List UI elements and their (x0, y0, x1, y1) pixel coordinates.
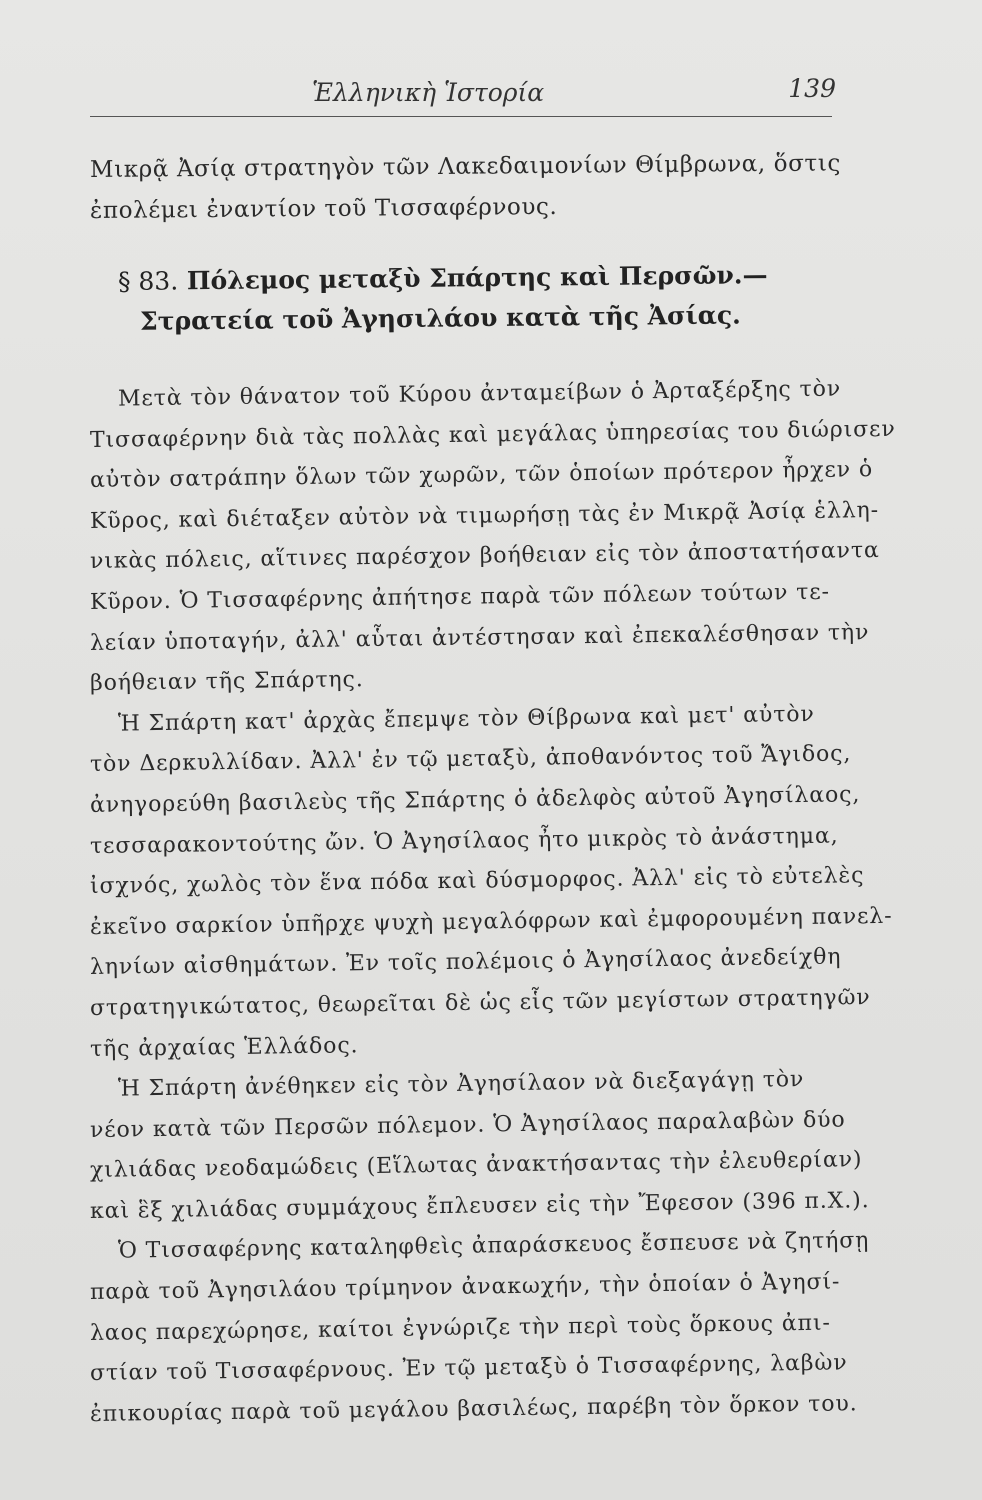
text-line: Τισσαφέρνην διὰ τὰς πολλὰς καὶ μεγάλας ὑπηρεσίας του διώρισεν (89, 416, 896, 453)
text-line: αὐτὸν σατράπην ὅλων τῶν χωρῶν, τῶν ὁποίων πρότερον ἦρχεν ὁ (89, 457, 874, 494)
text-line: τῆς ἀρχαίας Ἑλλάδος. (89, 1032, 359, 1062)
text-line: ἐκεῖνο σαρκίον ὑπῆρχε ψυχὴ μεγαλόφρων καὶ ἐμφορουμένη πανελ- (89, 903, 893, 940)
text-line: τὸν Δερκυλλίδαν. Ἀλλ' ἐν τῷ μεταξὺ, ἀποθανόντος τοῦ Ἄγιδος, (89, 741, 852, 778)
text-line: νέον κατὰ τῶν Περσῶν πόλεμον. Ὁ Ἀγησίλαος παραλαβὼν δύο (89, 1107, 846, 1143)
text-line: καὶ ἓξ χιλιάδας συμμάχους ἔπλευσεν εἰς τὴν Ἔφεσον (396 π.Χ.). (89, 1187, 870, 1224)
section-body (89, 376, 896, 1435)
text-line: ἐπολέμει ἐναντίον τοῦ Τισσαφέρνους. (89, 193, 558, 224)
text-line: ἀνηγορεύθη βασιλεὺς τῆς Σπάρτης ὁ ἀδελφὸς αὐτοῦ Ἀγησίλαος, (89, 782, 861, 818)
text-line: ἰσχνός, χωλὸς τὸν ἕνα πόδα καὶ δύσμορφος. Ἀλλ' εἰς τὸ εὐτελὲς (89, 863, 865, 900)
text-line: Κῦρος, καὶ διέταξεν αὐτὸν νὰ τιμωρήσῃ τὰς ἐν Μικρᾷ Ἀσίᾳ ἑλλη- (89, 497, 880, 534)
text-line: Μικρᾷ Ἀσίᾳ στρατηγὸν τῶν Λακεδαιμονίων Θίμβρωνα, ὅστις (89, 150, 841, 183)
text-line: Ὁ Τισσαφέρνης καταληφθεὶς ἀπαράσκευος ἔσπευσε νὰ ζητήσῃ (117, 1228, 870, 1265)
text-line: στρατηγικώτατος, θεωρεῖται δὲ ὡς εἷς τῶν μεγίστων στρατηγῶν (89, 985, 871, 1021)
text-line: τεσσαρακοντούτης ὤν. Ὁ Ἀγησίλαος ἦτο μικρὸς τὸ ἀνάστημα, (89, 823, 839, 859)
intro-paragraph (90, 150, 850, 232)
text-line: Ἡ Σπάρτη ἀνέθηκεν εἰς τὸν Ἀγησίλαον νὰ διεξαγάγῃ τὸν (117, 1067, 805, 1102)
running-title: Ἑλληνικὴ Ἱστορία (312, 78, 545, 107)
text-line: στίαν τοῦ Τισσαφέρνους. Ἐν τῷ μεταξὺ ὁ Τισσαφέρνης, λαβὼν (89, 1350, 848, 1387)
section-number: § 83. (117, 266, 179, 296)
text-line: παρὰ τοῦ Ἀγησιλάου τρίμηνον ἀνακωχήν, τὴν ὁποίαν ὁ Ἀγησί- (89, 1269, 841, 1306)
text-line: Ἡ Σπάρτη κατ' ἀρχὰς ἔπεμψε τὸν Θίβρωνα καὶ μετ' αὐτὸν (117, 701, 815, 737)
text-line: ληνίων αἰσθημάτων. Ἐν τοῖς πολέμοις ὁ Ἀγησίλαος ἀνεδείχθη (89, 944, 842, 981)
text-line: νικὰς πόλεις, αἵτινες παρέσχον βοήθειαν εἰς τὸν ἀποστατήσαντα (89, 538, 880, 575)
text-line: βοήθειαν τῆς Σπάρτης. (89, 667, 364, 697)
text-line: Μετὰ τὸν θάνατον τοῦ Κύρου ἀνταμείβων ὁ Ἀρταξέρξης τὸν (117, 376, 842, 412)
section-heading (118, 262, 848, 342)
section-title-part-2: Στρατεία τοῦ Ἀγησιλάου κατὰ τῆς Ἀσίας. (139, 300, 741, 336)
page-number: 139 (788, 74, 836, 103)
section-title-part-1: Πόλεμος μεταξὺ Σπάρτης καὶ Περσῶν.— (186, 260, 768, 296)
text-line: ἐπικουρίας παρὰ τοῦ μεγάλου βασιλέως, παρέβη τὸν ὅρκον του. (89, 1391, 858, 1427)
running-header (90, 72, 836, 117)
text-line: Κῦρον. Ὁ Τισσαφέρνης ἀπήτησε παρὰ τῶν πόλεων τούτων τε- (89, 579, 831, 615)
text-line: χιλιάδας νεοδαμώδεις (Εἵλωτας ἀνακτήσαντας τὴν ἐλευθερίαν) (89, 1147, 863, 1184)
text-line: λείαν ὑποταγήν, ἀλλ' αὗται ἀντέστησαν καὶ ἐπεκαλέσθησαν τὴν (89, 619, 870, 656)
text-line: λαος παρεχώρησε, καίτοι ἐγνώριζε τὴν περὶ τοὺς ὅρκους ἀπι- (89, 1310, 831, 1346)
